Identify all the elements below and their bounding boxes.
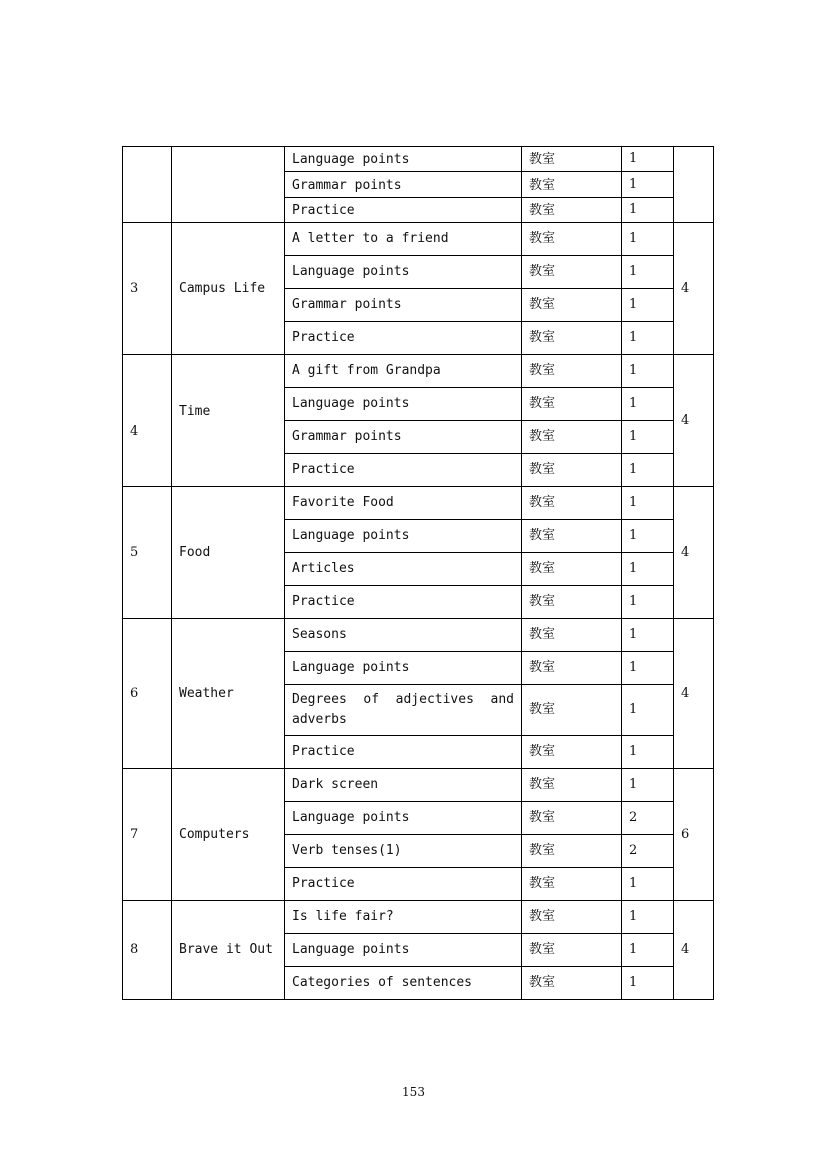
unit-number: 4 xyxy=(123,355,172,487)
lesson-hours: 1 xyxy=(622,553,674,586)
lesson-content: Grammar points xyxy=(285,289,522,322)
lesson-room: 教室 xyxy=(522,685,622,736)
lesson-content: Grammar points xyxy=(285,172,522,198)
unit-number: 3 xyxy=(123,223,172,355)
lesson-content: Language points xyxy=(285,520,522,553)
lesson-room: 教室 xyxy=(522,835,622,868)
lesson-content: Language points xyxy=(285,934,522,967)
lesson-content: Language points xyxy=(285,652,522,685)
lesson-hours: 1 xyxy=(622,223,674,256)
lesson-content: Articles xyxy=(285,553,522,586)
unit-topic xyxy=(172,147,285,223)
lesson-content: Verb tenses(1) xyxy=(285,835,522,868)
lesson-hours: 1 xyxy=(622,652,674,685)
lesson-content: Favorite Food xyxy=(285,487,522,520)
lesson-hours: 1 xyxy=(622,322,674,355)
lesson-content: Dark screen xyxy=(285,769,522,802)
lesson-hours: 2 xyxy=(622,835,674,868)
lesson-hours: 1 xyxy=(622,198,674,223)
lesson-hours: 1 xyxy=(622,172,674,198)
lesson-content: Practice xyxy=(285,454,522,487)
course-schedule-table xyxy=(122,146,714,1000)
lesson-content: Categories of sentences xyxy=(285,967,522,1000)
unit-topic: Computers xyxy=(172,769,285,901)
unit-total-hours: 4 xyxy=(674,355,714,487)
lesson-hours: 1 xyxy=(622,289,674,322)
lesson-room: 教室 xyxy=(522,769,622,802)
lesson-hours: 1 xyxy=(622,520,674,553)
table-row xyxy=(123,223,714,256)
lesson-room: 教室 xyxy=(522,289,622,322)
lesson-content: Degrees of adjectives and adverbs xyxy=(285,685,522,736)
lesson-room: 教室 xyxy=(522,355,622,388)
lesson-room: 教室 xyxy=(522,256,622,289)
lesson-hours: 1 xyxy=(622,355,674,388)
unit-topic: Time xyxy=(172,355,285,487)
unit-topic: Campus Life xyxy=(172,223,285,355)
lesson-hours: 2 xyxy=(622,802,674,835)
lesson-hours: 1 xyxy=(622,388,674,421)
lesson-content: Practice xyxy=(285,322,522,355)
lesson-room: 教室 xyxy=(522,868,622,901)
lesson-hours: 1 xyxy=(622,769,674,802)
unit-number: 5 xyxy=(123,487,172,619)
lesson-content: Grammar points xyxy=(285,421,522,454)
lesson-content: Language points xyxy=(285,256,522,289)
lesson-hours: 1 xyxy=(622,586,674,619)
unit-topic: Food xyxy=(172,487,285,619)
lesson-hours: 1 xyxy=(622,901,674,934)
lesson-room: 教室 xyxy=(522,586,622,619)
lesson-hours: 1 xyxy=(622,454,674,487)
lesson-hours: 1 xyxy=(622,685,674,736)
page-number: 153 xyxy=(402,1085,425,1099)
lesson-room: 教室 xyxy=(522,198,622,223)
table-row xyxy=(123,487,714,520)
unit-total-hours: 6 xyxy=(674,769,714,901)
lesson-room: 教室 xyxy=(522,487,622,520)
lesson-content: Seasons xyxy=(285,619,522,652)
lesson-hours: 1 xyxy=(622,487,674,520)
unit-total-hours: 4 xyxy=(674,487,714,619)
lesson-content: Language points xyxy=(285,388,522,421)
lesson-room: 教室 xyxy=(522,520,622,553)
lesson-room: 教室 xyxy=(522,454,622,487)
lesson-room: 教室 xyxy=(522,967,622,1000)
lesson-content: Language points xyxy=(285,802,522,835)
table-row xyxy=(123,769,714,802)
lesson-hours: 1 xyxy=(622,967,674,1000)
lesson-room: 教室 xyxy=(522,802,622,835)
lesson-room: 教室 xyxy=(522,388,622,421)
lesson-room: 教室 xyxy=(522,901,622,934)
unit-topic: Brave it Out xyxy=(172,901,285,1000)
lesson-content: A gift from Grandpa xyxy=(285,355,522,388)
lesson-content: Practice xyxy=(285,198,522,223)
lesson-room: 教室 xyxy=(522,322,622,355)
unit-total-hours: 4 xyxy=(674,223,714,355)
table-row xyxy=(123,355,714,388)
lesson-room: 教室 xyxy=(522,553,622,586)
unit-number xyxy=(123,147,172,223)
schedule-body xyxy=(123,147,714,1000)
lesson-content: Practice xyxy=(285,868,522,901)
lesson-hours: 1 xyxy=(622,147,674,172)
unit-total-hours: 4 xyxy=(674,901,714,1000)
table-row xyxy=(123,901,714,934)
lesson-hours: 1 xyxy=(622,619,674,652)
lesson-hours: 1 xyxy=(622,736,674,769)
unit-number: 7 xyxy=(123,769,172,901)
lesson-room: 教室 xyxy=(522,147,622,172)
lesson-content: Language points xyxy=(285,147,522,172)
unit-total-hours xyxy=(674,147,714,223)
lesson-room: 教室 xyxy=(522,223,622,256)
lesson-room: 教室 xyxy=(522,934,622,967)
unit-number: 6 xyxy=(123,619,172,769)
lesson-content: A letter to a friend xyxy=(285,223,522,256)
unit-number: 8 xyxy=(123,901,172,1000)
table-row xyxy=(123,147,714,172)
lesson-room: 教室 xyxy=(522,619,622,652)
lesson-room: 教室 xyxy=(522,172,622,198)
lesson-hours: 1 xyxy=(622,256,674,289)
lesson-room: 教室 xyxy=(522,652,622,685)
unit-topic: Weather xyxy=(172,619,285,769)
unit-total-hours: 4 xyxy=(674,619,714,769)
lesson-hours: 1 xyxy=(622,934,674,967)
lesson-content: Practice xyxy=(285,586,522,619)
lesson-content: Is life fair? xyxy=(285,901,522,934)
table-row xyxy=(123,619,714,652)
lesson-room: 教室 xyxy=(522,736,622,769)
lesson-hours: 1 xyxy=(622,421,674,454)
lesson-content: Practice xyxy=(285,736,522,769)
lesson-room: 教室 xyxy=(522,421,622,454)
lesson-hours: 1 xyxy=(622,868,674,901)
